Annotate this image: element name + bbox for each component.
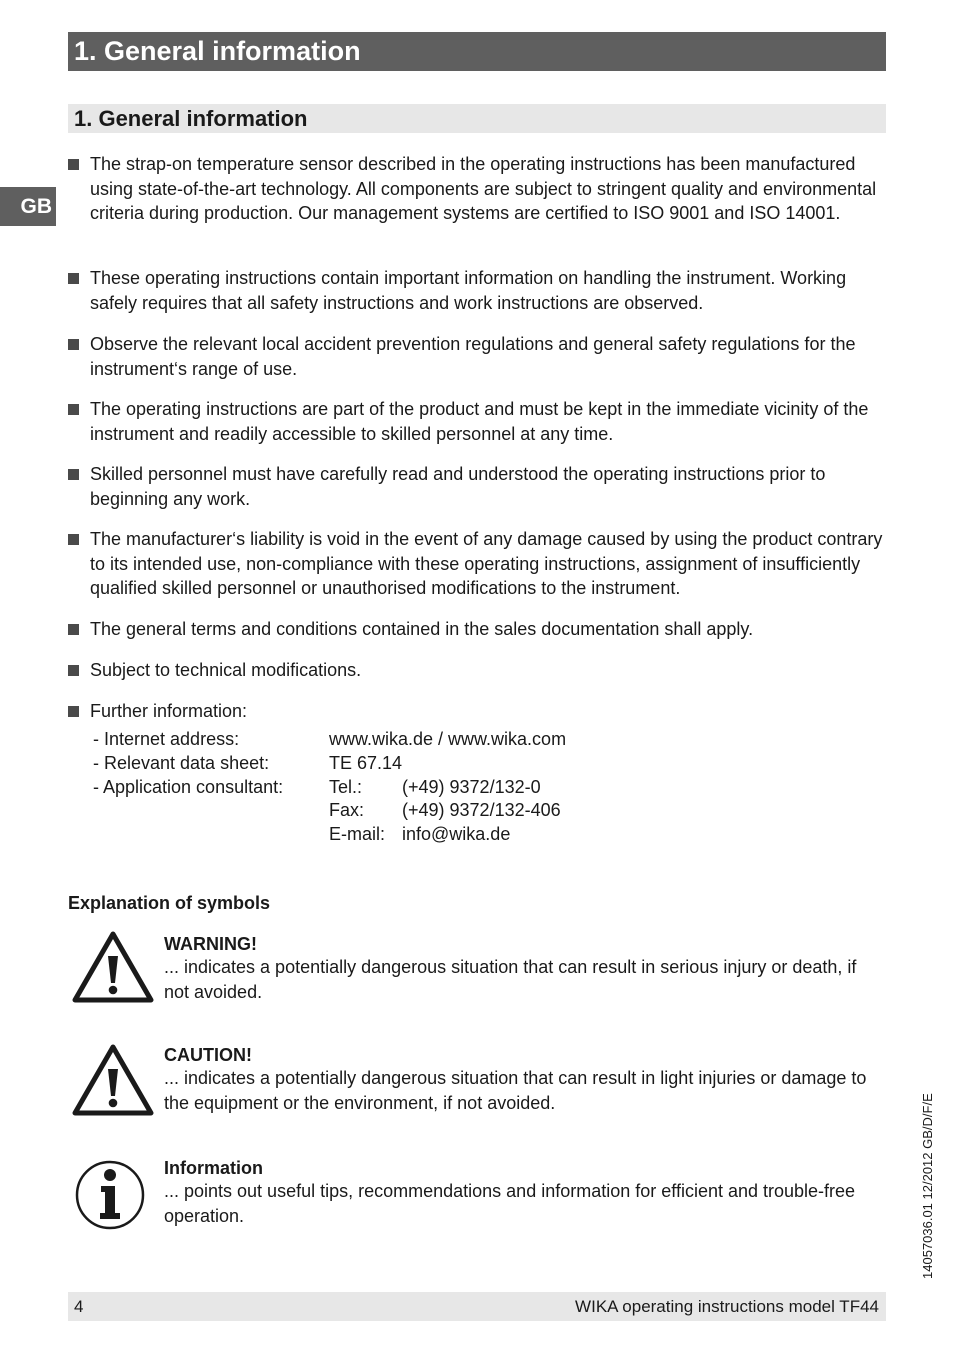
list-item-text: The general terms and conditions contained in the sales documentation shall apply.: [90, 619, 754, 639]
email-label: E-mail:: [329, 824, 386, 845]
list-item-text: The strap-on temperature sensor described in the operating instructions has been manufactured using state-of-the-art technology. All components are subject to stringent quality and environmental criteria during production. Our management systems are certified to ISO 9001 and ISO 14001.: [90, 154, 877, 223]
fax-label: Fax:: [329, 800, 365, 821]
bullet-square-icon: [68, 339, 79, 350]
list-item: [68, 397, 886, 446]
language-tab[interactable]: GB: [0, 187, 56, 226]
list-item: [68, 152, 886, 226]
bullet-square-icon: [68, 665, 79, 676]
list-item: [68, 332, 886, 381]
document-code: 14057036.01 12/2012 GB/D/F/E: [920, 1093, 935, 1279]
list-item: [68, 699, 886, 724]
tel-label: Tel.:: [329, 776, 363, 797]
consultant-label: - Application consultant:: [93, 776, 284, 797]
footer-title: WIKA operating instructions model TF44: [575, 1297, 879, 1316]
page-footer: [68, 1292, 886, 1321]
bullet-square-icon: [68, 404, 79, 415]
list-item-text: Skilled personnel must have carefully read and understood the operating instructions prior to beginning any work.: [90, 464, 826, 509]
caution-triangle-icon: [72, 1044, 154, 1116]
warning-title: WARNING!: [164, 934, 257, 954]
list-item: [68, 658, 886, 683]
symbols-heading: Explanation of symbols: [68, 893, 271, 913]
information-explanation: [164, 1157, 886, 1228]
data-sheet-label: - Relevant data sheet:: [93, 752, 270, 773]
bullet-square-icon: [68, 534, 79, 545]
fax-value: (+49) 9372/132-406: [402, 800, 561, 821]
bullet-square-icon: [68, 469, 79, 480]
bullet-square-icon: [68, 624, 79, 635]
bullet-square-icon: [68, 273, 79, 284]
information-title: Information: [164, 1158, 263, 1178]
caution-title: CAUTION!: [164, 1045, 252, 1065]
email-link[interactable]: info@wika.de: [402, 824, 511, 845]
warning-explanation: [164, 933, 886, 1004]
bullet-square-icon: [68, 159, 79, 170]
list-item: [68, 527, 886, 601]
list-item-text: The operating instructions are part of the product and must be kept in the immediate vicinity of the instrument and readily accessible to skilled personnel at any time.: [90, 399, 869, 444]
internet-address-label: - Internet address:: [93, 729, 240, 749]
list-item-text: The manufacturer‘s liability is void in the event of any damage caused by using the product contrary to its intended use, non-compliance with these operating instructions, assignment of insufficiently qualified skilled personnel or unauthorised modifications to the instrument.: [90, 529, 883, 598]
information-text: ... points out useful tips, recommendations and information for efficient and trouble-free operation.: [164, 1181, 856, 1226]
information-icon: [74, 1159, 146, 1231]
caution-text: ... indicates a potentially dangerous situation that can result in light injuries or damage to the equipment or the environment, if not avoided.: [164, 1068, 867, 1113]
list-item: [68, 266, 886, 315]
caution-explanation: [164, 1044, 886, 1115]
list-item-text: Further information:: [90, 701, 248, 721]
page-title: 1. General information: [68, 32, 886, 71]
warning-text: ... indicates a potentially dangerous situation that can result in serious injury or death, if not avoided.: [164, 957, 857, 1002]
bullet-square-icon: [68, 706, 79, 717]
internet-address-link[interactable]: www.wika.de / www.wika.com: [329, 729, 567, 749]
list-item-text: Observe the relevant local accident prevention regulations and general safety regulations for the instrument‘s range of use.: [90, 334, 856, 379]
tel-value: (+49) 9372/132-0: [402, 776, 541, 797]
list-item-text: Subject to technical modifications.: [90, 660, 362, 680]
data-sheet-value: TE 67.14: [329, 752, 403, 773]
list-item: [68, 462, 886, 511]
warning-triangle-icon: [72, 931, 154, 1003]
list-item-text: These operating instructions contain important information on handling the instrument. Working safely requires that all safety instructions and work instructions are observed.: [90, 268, 847, 313]
page-number: 4: [74, 1297, 84, 1316]
section-heading: 1. General information: [68, 104, 886, 133]
list-item: [68, 617, 886, 642]
